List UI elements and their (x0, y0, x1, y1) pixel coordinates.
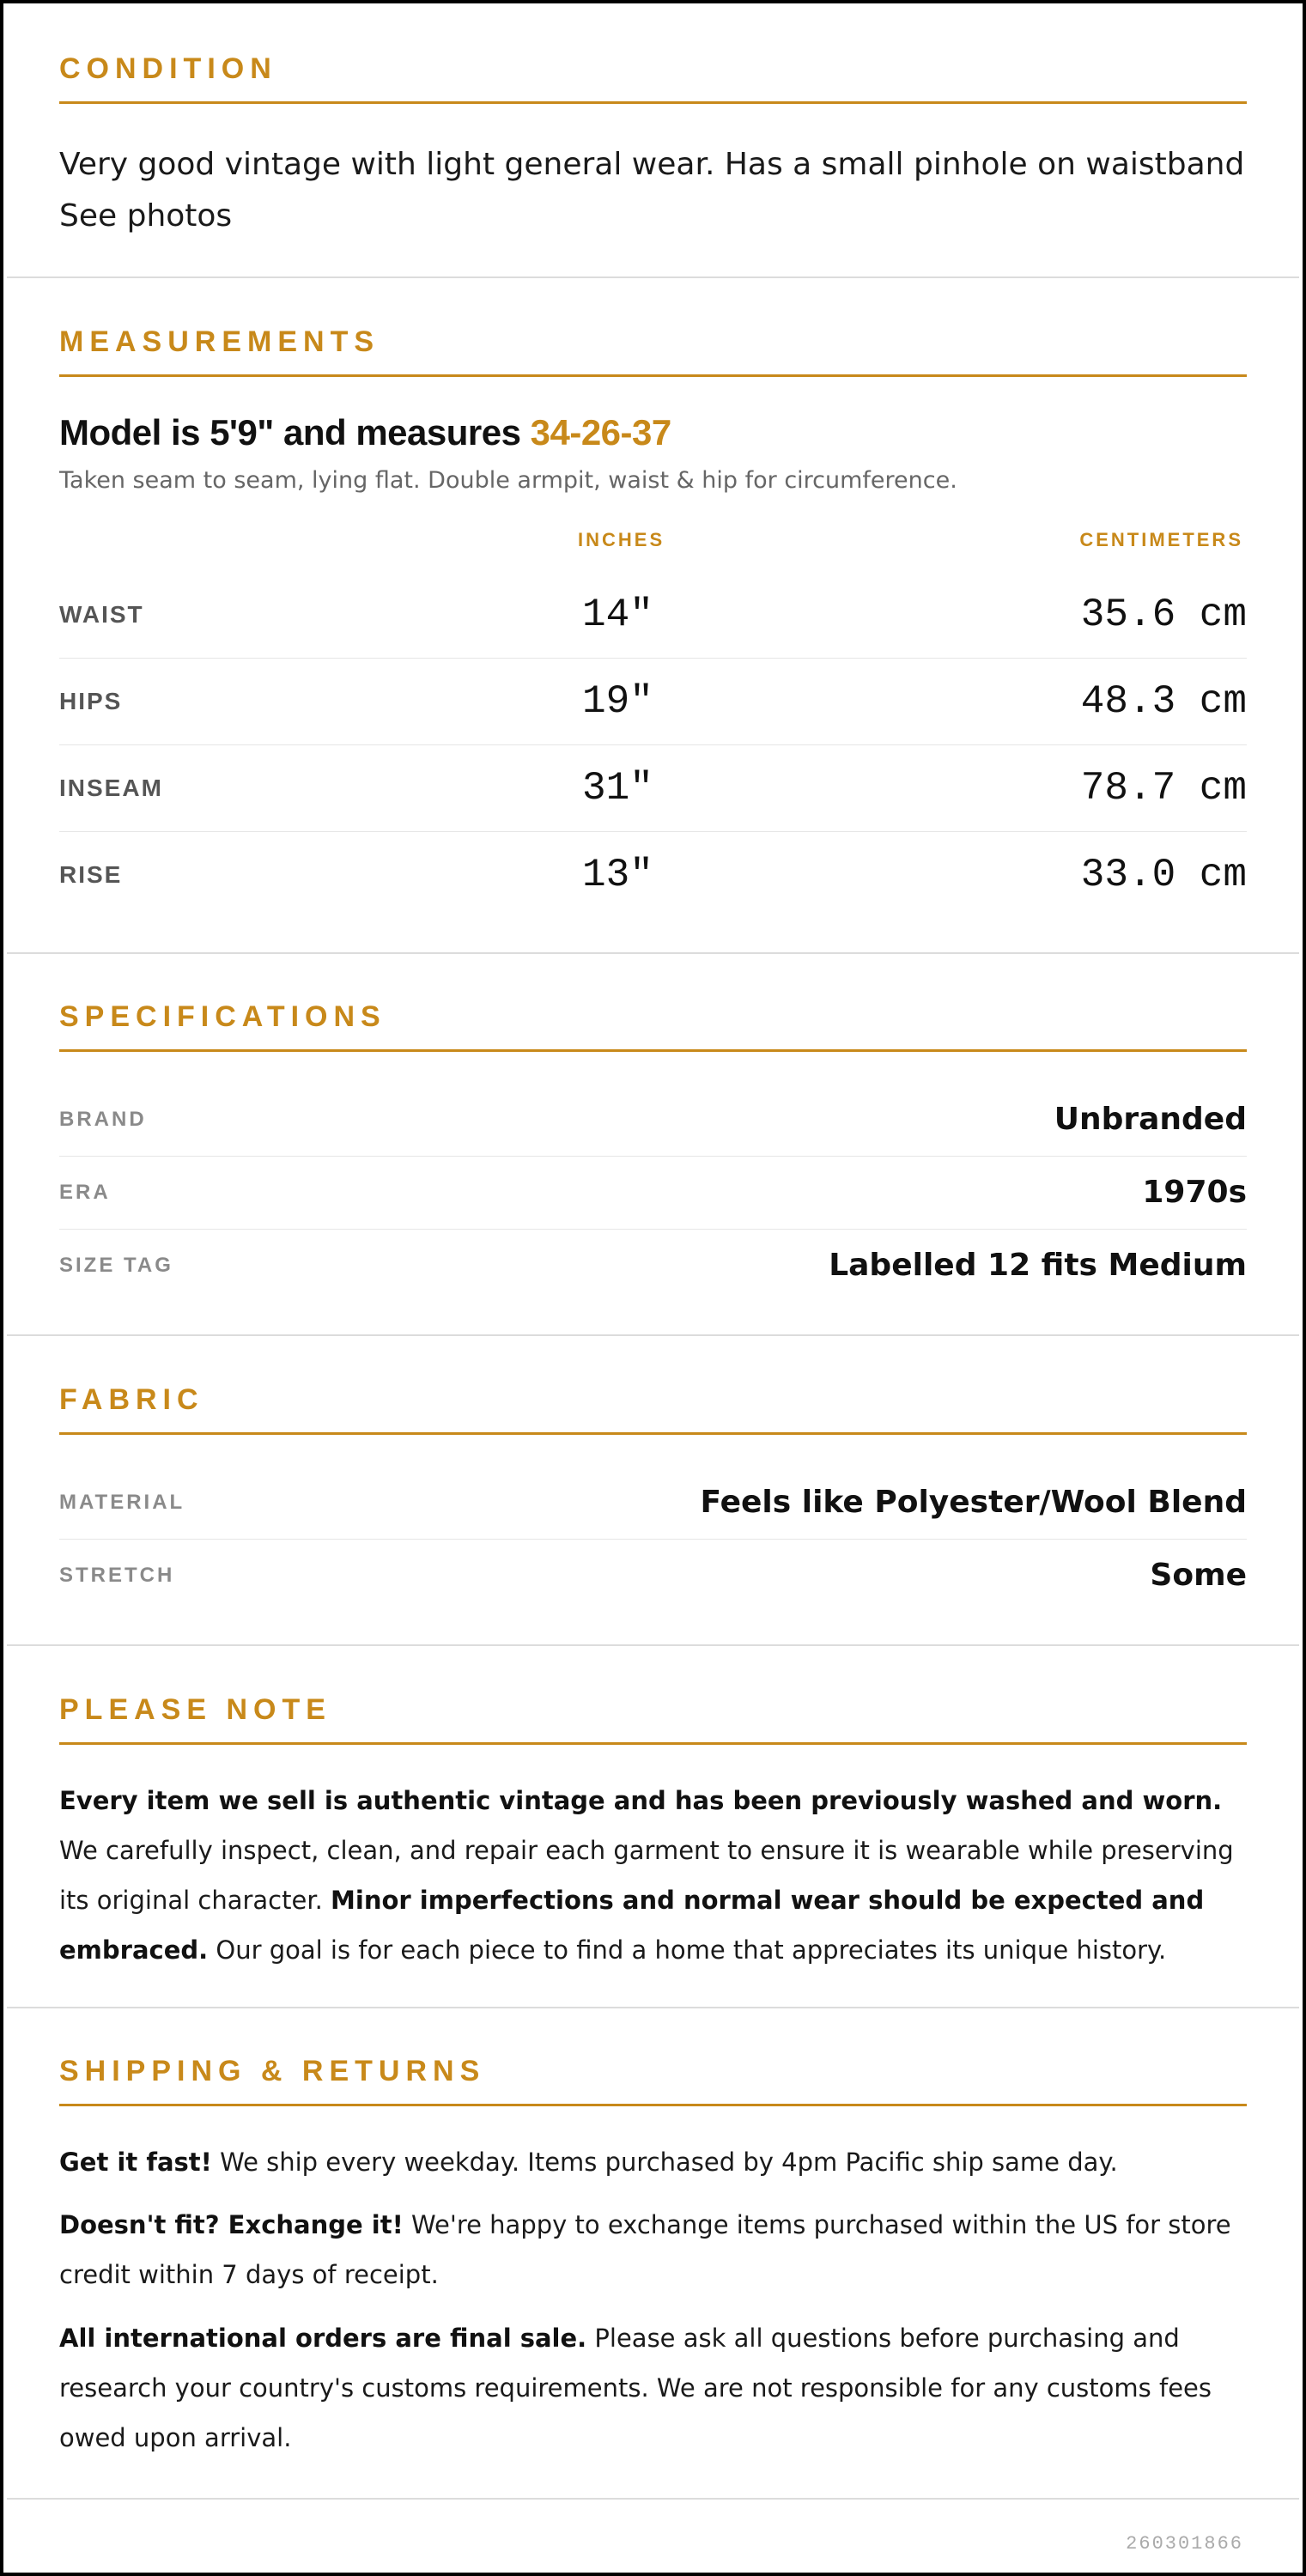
section-divider (7, 276, 1299, 278)
spec-key: SIZE TAG (59, 1254, 173, 1277)
model-measures-value: 34-26-37 (530, 412, 671, 453)
measurement-inches: 19" (582, 679, 653, 724)
fabric-key: STRETCH (59, 1564, 175, 1587)
model-prefix: Model is 5'9" and measures (59, 412, 531, 453)
shipping-paragraph-1 (59, 2137, 1247, 2187)
spec-row-size-tag (59, 1230, 1247, 1302)
shipping-returns-heading: SHIPPING & RETURNS (59, 2054, 1247, 2106)
measurement-label: HIPS (59, 688, 123, 714)
shipping-bold-3: All international orders are final sale. (59, 2324, 587, 2353)
shipping-bold-1: Get it fast! (59, 2148, 212, 2177)
section-divider (7, 952, 1299, 954)
section-divider (7, 2007, 1299, 2008)
fabric-row-material (59, 1467, 1247, 1540)
shipping-text-2: We're happy to exchange items purchased within the US for store credit within 7 days of receipt. (59, 2210, 1231, 2289)
measurement-cm: 78.7 cm (1080, 766, 1247, 811)
shipping-paragraph-3 (59, 2313, 1247, 2463)
spec-row-era (59, 1157, 1247, 1230)
measurement-row-inseam (59, 745, 1247, 832)
measurement-cm: 33.0 cm (1080, 853, 1247, 897)
measurement-inches: 13" (582, 853, 653, 897)
measurement-label: RISE (59, 861, 123, 888)
measurement-inches: 14" (582, 592, 653, 637)
section-divider (7, 1334, 1299, 1336)
condition-heading: CONDITION (59, 52, 1247, 104)
fabric-row-stretch (59, 1540, 1247, 1612)
model-measurements (59, 409, 1247, 457)
spec-key: BRAND (59, 1108, 147, 1131)
condition-text: Very good vintage with light general wear. Has a small pinhole on waistband See photos (59, 147, 1245, 234)
measurement-label: INSEAM (59, 775, 163, 801)
spec-value: Labelled 12 fits Medium (829, 1248, 1247, 1283)
spec-value: Unbranded (1054, 1102, 1247, 1137)
measurement-row-rise (59, 832, 1247, 918)
shipping-bold-2: Doesn't fit? Exchange it! (59, 2210, 404, 2239)
section-divider (7, 1644, 1299, 1646)
fabric-value: Feels like Polyester/Wool Blend (700, 1485, 1247, 1520)
fabric-value: Some (1150, 1558, 1247, 1593)
inches-column-header: INCHES (578, 529, 665, 550)
measurement-row-hips (59, 659, 1247, 745)
section-divider (7, 2498, 1299, 2500)
please-note-text (59, 1776, 1247, 1975)
spec-key: ERA (59, 1181, 111, 1204)
note-bold-2: Minor imperfections and normal wear should be expected and embraced. (59, 1886, 1205, 1965)
specifications-heading: SPECIFICATIONS (59, 999, 1247, 1052)
note-text-1: We carefully inspect, clean, and repair each garment to ensure it is wearable while preserving its original character. (59, 1836, 1234, 1915)
fabric-key: MATERIAL (59, 1491, 185, 1514)
please-note-heading: PLEASE NOTE (59, 1692, 1247, 1745)
shipping-paragraph-2 (59, 2200, 1247, 2300)
measurement-label: WAIST (59, 601, 144, 628)
measurement-cm: 35.6 cm (1080, 592, 1247, 637)
measurements-note: Taken seam to seam, lying flat. Double armpit, waist & hip for circumference. (59, 467, 957, 494)
measurements-heading: MEASUREMENTS (59, 325, 1247, 377)
sku-number: 260301866 (1126, 2533, 1243, 2555)
spec-row-brand (59, 1084, 1247, 1157)
note-bold-1: Every item we sell is authentic vintage and has been previously washed and worn. (59, 1786, 1223, 1815)
shipping-text-3: Please ask all questions before purchasing and research your country's customs requirements. We are not responsible for any customs fees owed upon arrival. (59, 2324, 1212, 2452)
measurement-inches: 31" (582, 766, 653, 811)
fabric-heading: FABRIC (59, 1382, 1247, 1435)
measurement-row-waist (59, 572, 1247, 659)
spec-value: 1970s (1142, 1175, 1247, 1210)
note-text-2: Our goal is for each piece to find a home that appreciates its unique history. (208, 1935, 1167, 1965)
measurement-cm: 48.3 cm (1080, 679, 1247, 724)
shipping-text-1: We ship every weekday. Items purchased by 4pm Pacific ship same day. (211, 2148, 1118, 2177)
centimeters-column-header: CENTIMETERS (1079, 529, 1243, 550)
